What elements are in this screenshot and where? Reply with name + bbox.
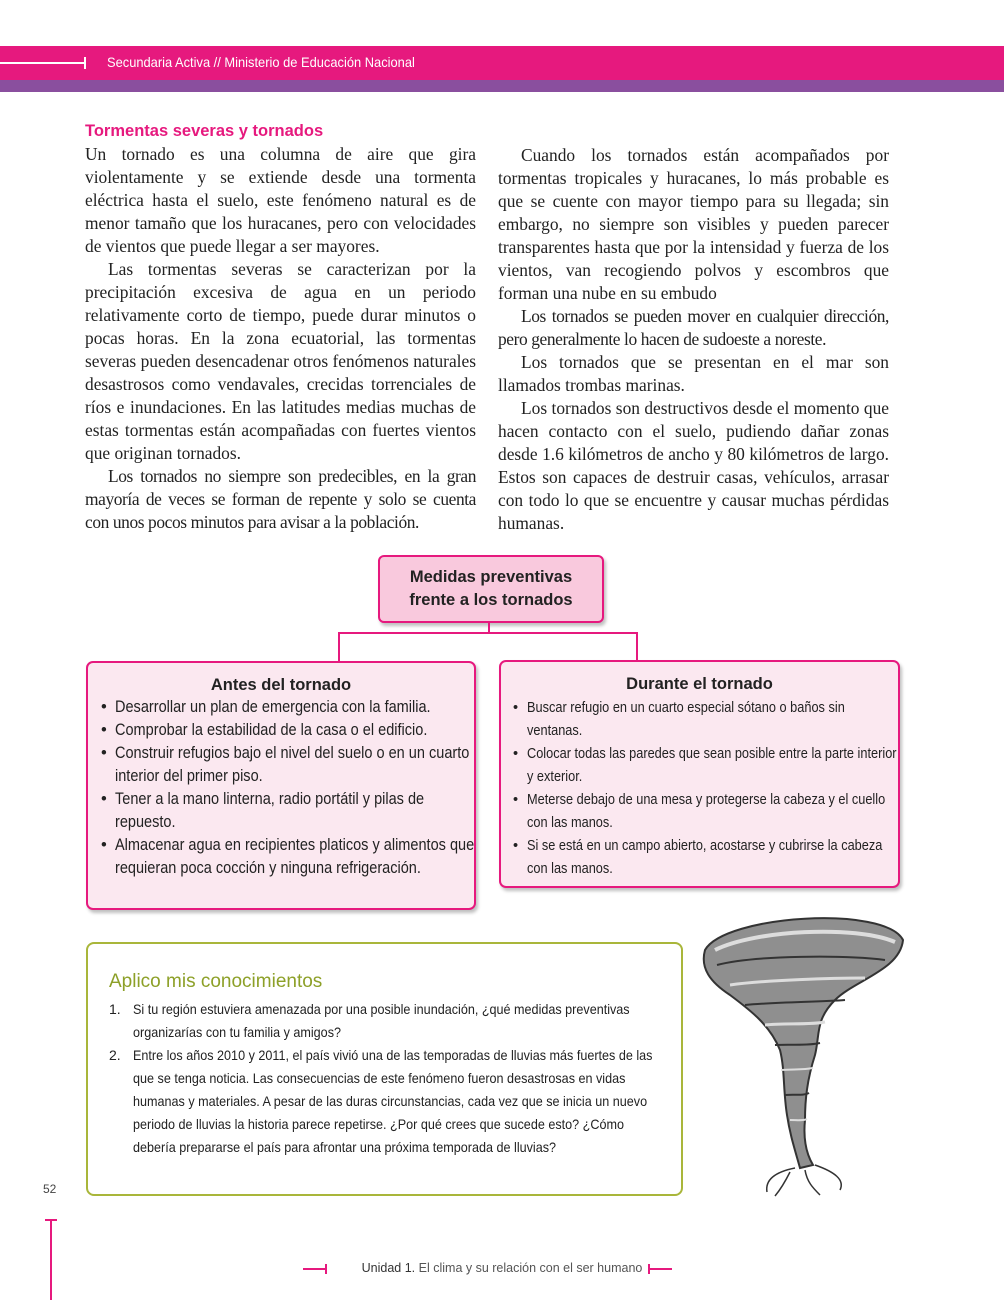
- aplico-box: [86, 942, 683, 1196]
- during-tornado-heading: Durante el tornado: [626, 675, 773, 693]
- footer-unit: Unidad 1.: [361, 1261, 416, 1275]
- list-item: • Si se está en un campo abierto, acostarse y cubrirse la cabeza con las manos.: [527, 835, 898, 881]
- paragraph: Los tornados se pueden mover en cualquier dirección, pero generalmente lo hacen de sudoeste a noreste.: [498, 306, 889, 349]
- list-item: 1. Si tu región estuviera amenazada por una posible inundación, ¿qué medidas preventivas organizarías con tu familia y amigos?: [109, 1001, 630, 1040]
- list-item: • Construir refugios bajo el nivel del suelo o en un cuarto interior del primer piso.: [115, 742, 474, 788]
- before-tornado-box: [86, 661, 476, 910]
- before-tornado-list: [88, 696, 474, 880]
- connector-line: [636, 632, 638, 662]
- right-column: [498, 144, 889, 535]
- paragraph: Las tormentas severas se caracterizan por la precipitación excesiva de agua en un periodo relativamente corto de tiempo, puede durar minutos o pocas horas. En la zona ecuatorial, las tormentas severas pueden desencadenar otros fenómenos naturales desastrosos como vendavales, crecidas torrenciales de ríos e inundaciones. En las latitudes medias muchas de estas tormentas están acompañadas con fuertes vientos que originan tornados.: [85, 259, 476, 463]
- connector-line: [338, 632, 340, 662]
- aplico-title: Aplico mis conocimientos: [109, 971, 323, 992]
- aplico-list: [109, 998, 669, 1159]
- tornado-illustration: [695, 910, 910, 1200]
- header-title: Secundaria Activa // Ministerio de Educación Nacional: [107, 54, 415, 70]
- paragraph: Los tornados no siempre son predecibles, en la gran mayoría de veces se forman de repente y solo se cuenta con unos pocos minutos para avisar a la población.: [85, 466, 476, 532]
- diagram-title-line1: Medidas preventivas: [409, 568, 573, 586]
- header-shadow-band: [0, 80, 1004, 92]
- connector-line: [338, 632, 638, 634]
- list-item: • Tener a la mano linterna, radio portátil y pilas de repuesto.: [115, 788, 474, 834]
- list-item: • Meterse debajo de una mesa y protegerse la cabeza y el cuello con las manos.: [527, 789, 898, 835]
- list-item: • Desarrollar un plan de emergencia con la familia.: [115, 696, 474, 719]
- footer: [0, 1261, 1004, 1275]
- list-item: • Buscar refugio en un cuarto especial sótano o baños sin ventanas.: [527, 697, 898, 743]
- list-item: • Colocar todas las paredes que sean posible entre la parte interior y exterior.: [527, 743, 898, 789]
- during-tornado-list: [501, 697, 898, 881]
- paragraph: Los tornados que se presentan en el mar son llamados trombas marinas.: [498, 352, 889, 395]
- paragraph: Cuando los tornados están acompañados por tormentas tropicales y huracanes, lo más probable es que se cuente con mayor tiempo para su llegada; sin embargo, no siempre son visibles y pueden parecer transparentes hasta que por la intensidad y fuerza de los vientos, van recogiendo polvos y escombros que forman una nube en su embudo: [498, 145, 889, 303]
- page-rule: [50, 1219, 52, 1300]
- section-title: Tormentas severas y tornados: [85, 122, 324, 140]
- during-tornado-box: [499, 660, 900, 888]
- paragraph: Los tornados son destructivos desde el momento que hacen contacto con el suelo, pudiendo dañar zonas desde 1.6 kilómetros de ancho y 80 kilómetros de largo. Estos son capaces de destruir casas, vehículos, arrasar con todo lo que se encuentre y causar muchas pérdidas humanas.: [498, 398, 889, 533]
- left-column: [85, 121, 476, 534]
- footer-text: El clima y su relación con el ser humano: [418, 1261, 643, 1275]
- diagram-title-box: [378, 555, 604, 623]
- header-rule: [0, 62, 86, 64]
- page-number: 52: [43, 1182, 57, 1196]
- list-item: • Almacenar agua en recipientes platicos y alimentos que requieran poca cocción y ninguna refrigeración.: [115, 834, 474, 880]
- list-item: • Comprobar la estabilidad de la casa o el edificio.: [115, 719, 474, 742]
- list-item: 2. Entre los años 2010 y 2011, el país vivió una de las temporadas de lluvias más fuertes de las que se tenga noticia. Las consecuencias de este fenómeno fueron desastrosas en vidas humanas y materiales. A pesar de las duras circunstancias, cada vez que se inicia un nuevo periodo de lluvias la historia parece repetirse. ¿Por qué crees que sucede esto? ¿Cómo debería prepararse el país para afrontar una próxima temporada de lluvias?: [109, 1047, 653, 1155]
- before-tornado-heading: Antes del tornado: [210, 676, 352, 694]
- paragraph: Un tornado es una columna de aire que gira violentamente y se extiende desde una tormenta eléctrica hasta el suelo, este fenómeno natural es de menor tamaño que los huracanes, pero con velocidades de vientos que puede llegar a ser mayores.: [85, 144, 476, 256]
- diagram-title-line2: frente a los tornados: [409, 591, 573, 609]
- footer-rule-right: [648, 1268, 672, 1270]
